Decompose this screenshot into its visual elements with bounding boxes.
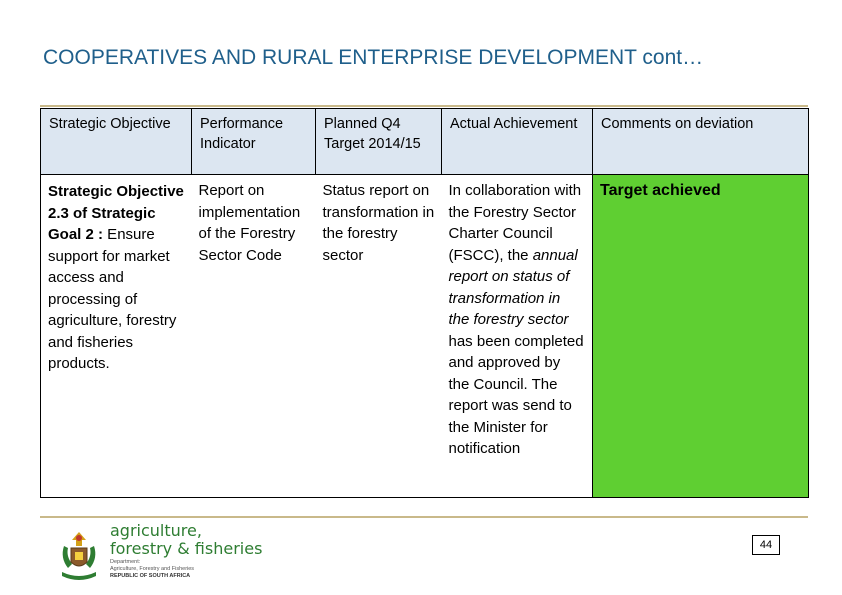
logo-text-line2: forestry & fisheries	[110, 539, 263, 558]
table-header-row	[41, 109, 809, 175]
cell-planned-target: Status report on transformation in the forestry sector	[316, 175, 442, 498]
logo-dept-line3: REPUBLIC OF SOUTH AFRICA	[110, 573, 191, 579]
header-strategic-objective: Strategic Objective	[41, 109, 192, 175]
cell-comment-deviation: Target achieved	[593, 175, 809, 498]
achievement-text-2: has been completed and approved by the Council. The report was send to the Minister for notification	[448, 332, 584, 457]
cell-actual-achievement	[442, 175, 593, 498]
logo-text-line1: agriculture,	[110, 521, 202, 540]
logo-department	[110, 559, 230, 580]
page-number: 44	[752, 535, 780, 555]
cell-strategic-objective	[41, 175, 192, 498]
header-performance-indicator: Performance Indicator	[192, 109, 316, 175]
title-divider	[40, 105, 808, 107]
logo-dept-line1: Department:	[110, 559, 141, 565]
achievement-text-1: In collaboration with the Forestry Sector Charter Council (FSCC), the	[448, 182, 582, 264]
coat-of-arms-icon	[56, 528, 102, 582]
page-title: COOPERATIVES AND RURAL ENTERPRISE DEVELOPMENT cont…	[43, 46, 704, 69]
table-row	[41, 175, 809, 498]
header-comments: Comments on deviation	[593, 109, 809, 175]
footer-divider	[40, 516, 808, 518]
logo-dept-line2: Agriculture, Forestry and Fisheries	[110, 566, 195, 572]
performance-table	[40, 108, 809, 498]
header-actual-achievement: Actual Achievement	[442, 109, 593, 175]
achievement-italic-text: annual report on status of transformation in the forestry sector	[448, 246, 578, 328]
cell-performance-indicator: Report on implementation of the Forestry Sector Code	[192, 175, 316, 498]
objective-bold-text: Strategic Objective 2.3 of Strategic Goal 2 :	[48, 183, 184, 243]
header-planned-target: Planned Q4 Target 2014/15	[316, 109, 442, 175]
objective-text: Ensure support for market access and processing of agriculture, forestry and fisheries products.	[48, 226, 177, 372]
